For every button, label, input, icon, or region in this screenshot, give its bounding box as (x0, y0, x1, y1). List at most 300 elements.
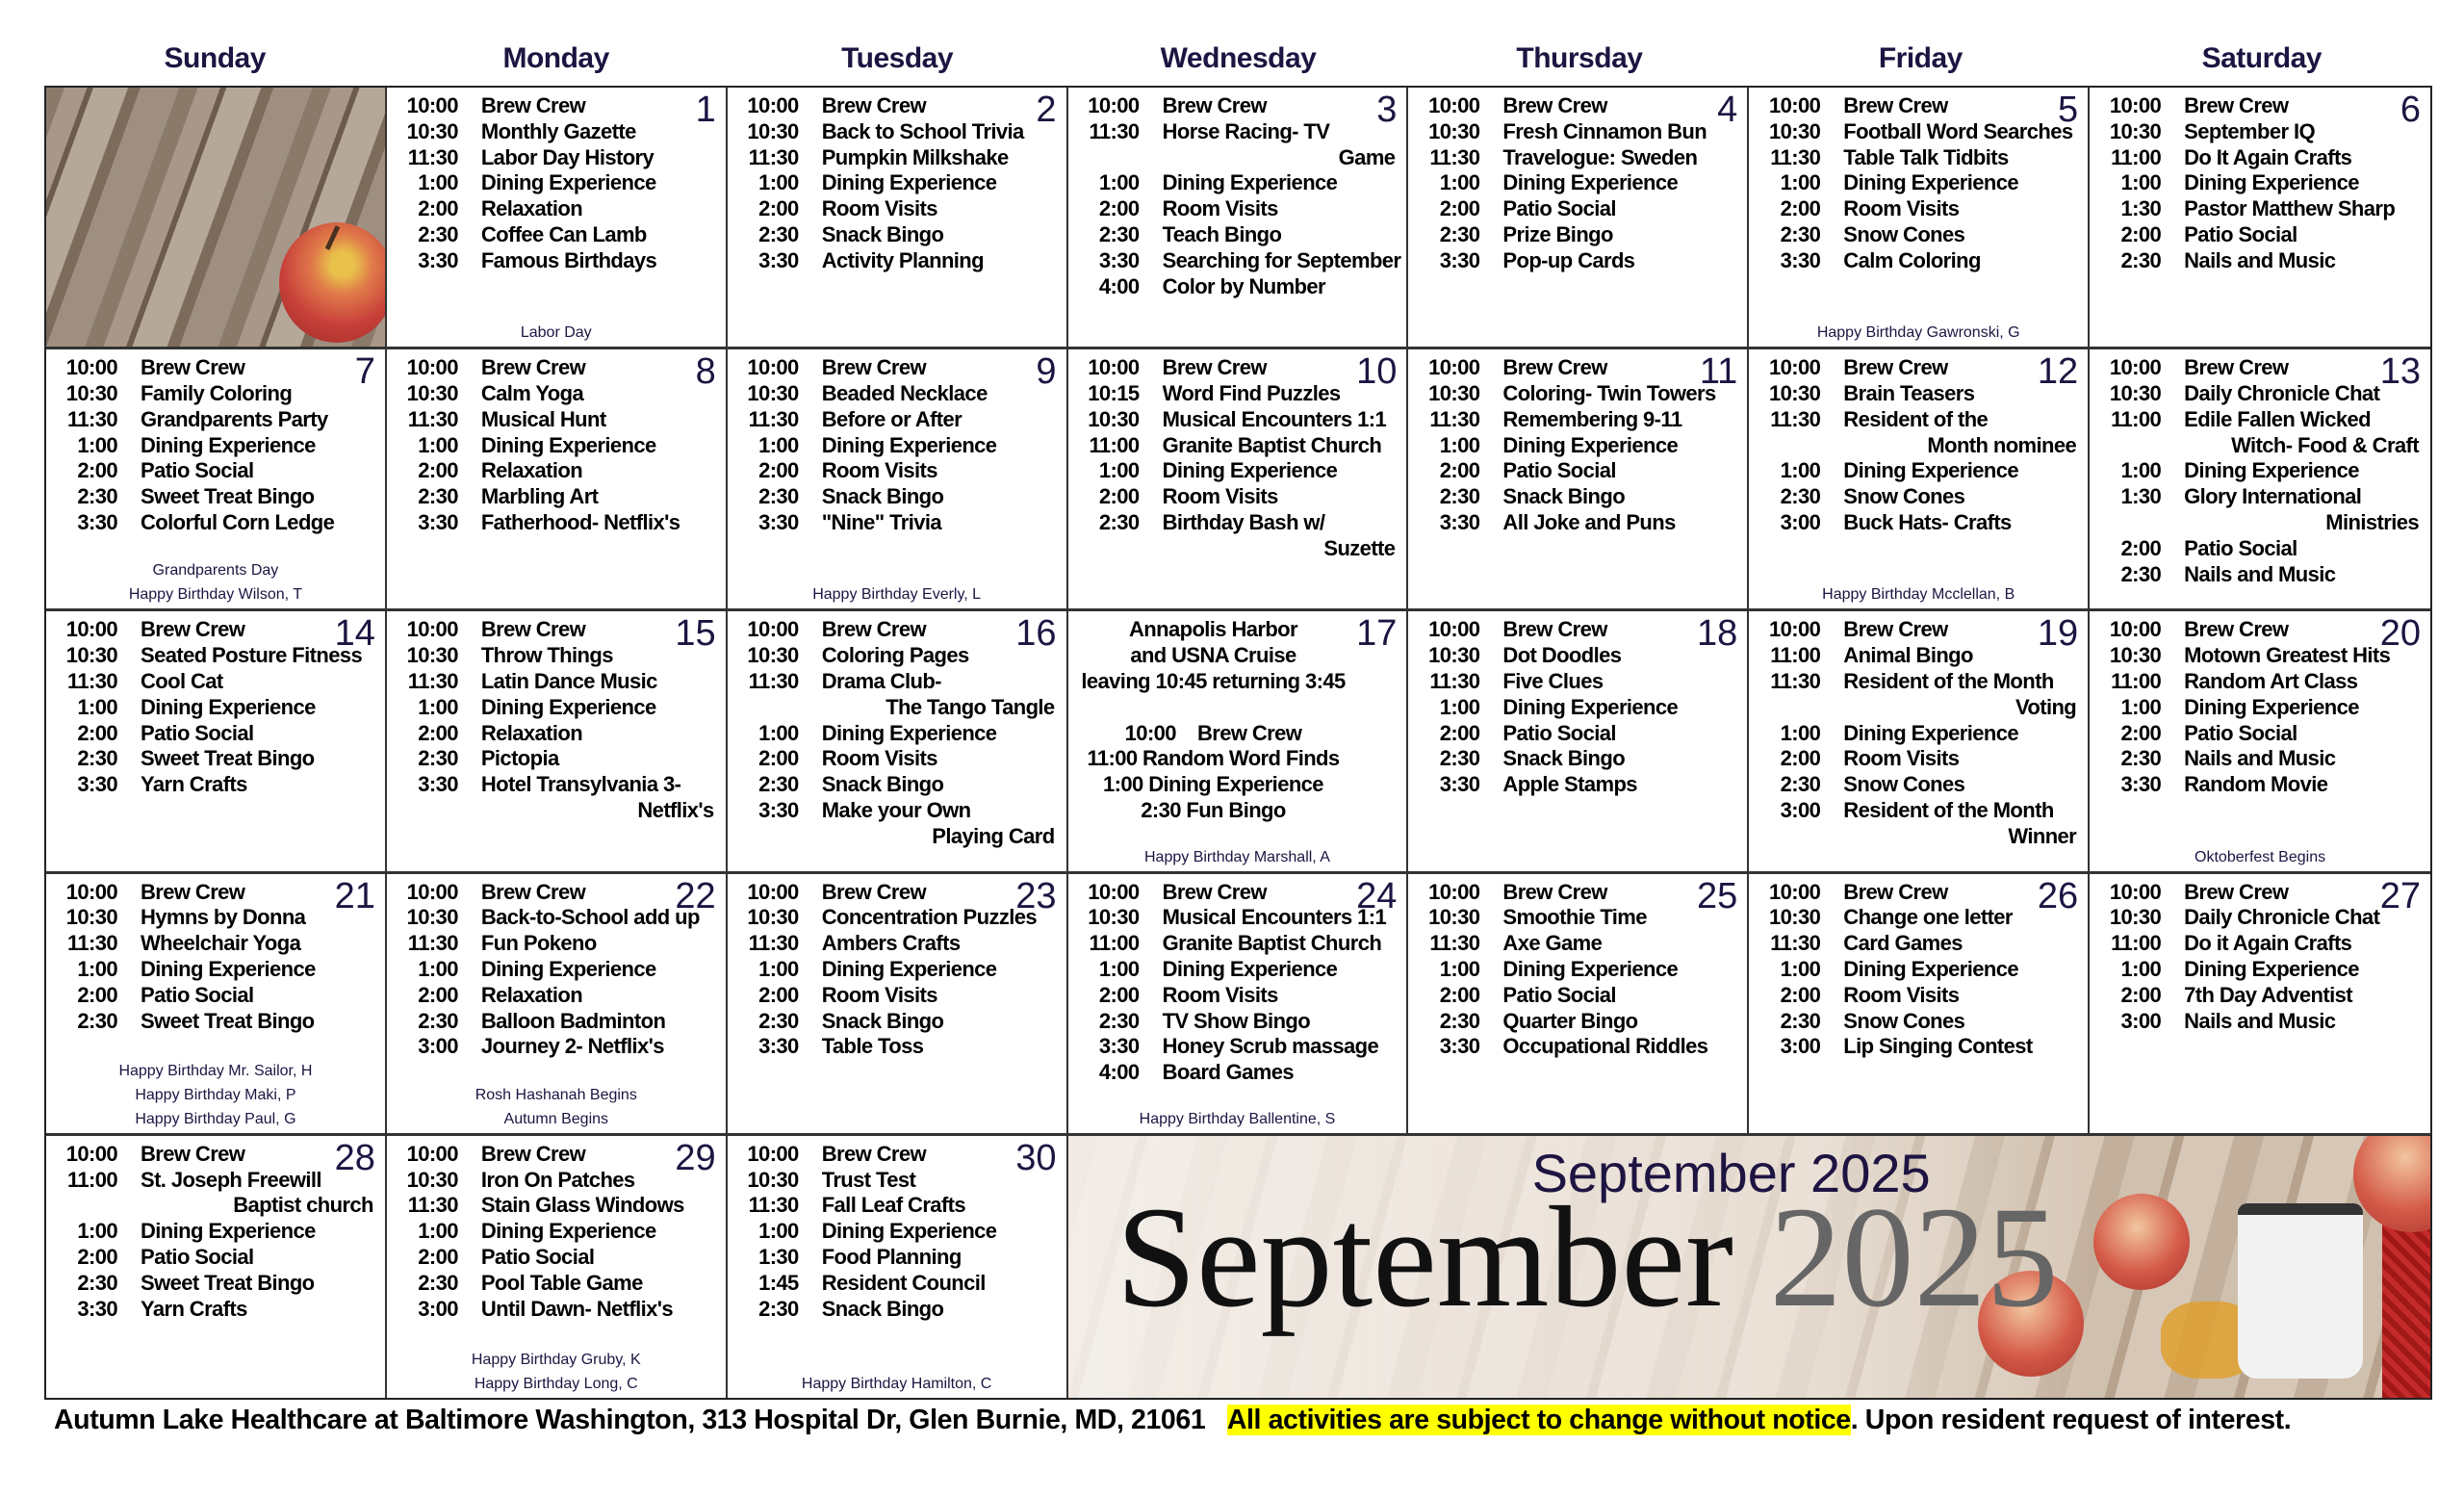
special-event-line (1078, 695, 1349, 721)
event-time: 10:30 (1428, 643, 1480, 668)
event-time: 2:30 (418, 221, 458, 246)
event-time: 3:30 (418, 247, 458, 272)
event-item (1078, 93, 1401, 119)
event-item (397, 1245, 720, 1271)
event-name: Brew Crew (2184, 879, 2289, 904)
event-list (1418, 90, 1741, 274)
event-time: 10:30 (406, 643, 458, 668)
event-item (56, 1168, 379, 1194)
event-time: 3:00 (1780, 509, 1821, 534)
event-time: 11:30 (407, 1193, 458, 1218)
event-name: Patio Social (141, 982, 254, 1007)
event-item (1078, 248, 1401, 274)
event-name: Brew Crew (141, 1141, 245, 1166)
event-time: 2:00 (1780, 982, 1821, 1007)
event-name: Do It Again Crafts (2184, 144, 2352, 169)
day-number: 10 (1356, 351, 1398, 393)
event-time: 10:30 (1769, 118, 1821, 143)
event-time: 1:00 (1780, 956, 1821, 981)
event-item (56, 1219, 379, 1245)
event-time: 1:00 (1439, 432, 1480, 457)
day-number: 28 (334, 1137, 375, 1178)
day-cell-27 (2090, 874, 2430, 1136)
event-name: Coloring Pages (821, 643, 969, 668)
day-cell-17 (1068, 611, 1409, 873)
event-time: 3:30 (1439, 509, 1480, 534)
event-time: 10:30 (1428, 380, 1480, 405)
event-time: 10:00 (1428, 355, 1480, 380)
cell-notes (1068, 845, 1407, 869)
event-name: Football Word Searches (1843, 118, 2073, 143)
event-item (56, 1245, 379, 1271)
event-name: Nails and Music (2184, 1008, 2336, 1033)
event-list (56, 875, 379, 1035)
event-time: 11:00 (2111, 406, 2162, 431)
event-item (1758, 772, 2082, 798)
event-item (397, 1034, 720, 1060)
event-time: 3:30 (418, 772, 458, 797)
event-item (397, 1168, 720, 1194)
event-name: Patio Social (480, 1244, 595, 1269)
event-time: 2:00 (758, 458, 799, 483)
event-time: 11:30 (1429, 406, 1480, 431)
day-number: 14 (334, 613, 375, 655)
note-line: Happy Birthday Wilson, T (128, 586, 303, 604)
event-list (56, 351, 379, 536)
event-item (1758, 196, 2082, 222)
weekday-sunday: Sunday (164, 42, 266, 74)
event-item (1758, 170, 2082, 196)
event-time: 3:30 (758, 247, 799, 272)
event-name: Snack Bingo (821, 1008, 944, 1033)
event-time: 10:00 (1769, 617, 1821, 642)
event-name: Dining Experience (480, 956, 656, 981)
event-name: Dining Experience (1162, 170, 1338, 195)
weekday-friday: Friday (1878, 42, 1963, 74)
event-item (1418, 222, 1741, 248)
event-name: Snack Bingo (821, 221, 944, 246)
event-name: Patio Social (2184, 720, 2297, 745)
event-item (56, 381, 379, 407)
event-time: 3:30 (77, 1296, 117, 1321)
event-name: Room Visits (821, 196, 937, 221)
event-name: Pictopia (480, 746, 559, 771)
event-time: 3:30 (77, 772, 117, 797)
event-name: Dining Experience (1843, 458, 2019, 483)
event-name: September IQ (2184, 118, 2315, 143)
event-time: 2:00 (77, 1244, 117, 1269)
event-list (56, 613, 379, 798)
event-item (737, 983, 1061, 1009)
event-item (397, 510, 720, 536)
event-item (56, 695, 379, 721)
event-time: 10:30 (1428, 905, 1480, 930)
event-item (397, 905, 720, 931)
event-name-continued: Suzette (1323, 535, 1396, 560)
event-item (1418, 433, 1741, 459)
event-time: 2:00 (418, 982, 458, 1007)
event-name: Before or After (821, 406, 962, 431)
event-name: Dining Experience (821, 956, 997, 981)
event-item (1758, 484, 2082, 510)
event-name: Lip Singing Contest (1843, 1034, 2033, 1059)
event-name: Do it Again Crafts (2184, 931, 2352, 956)
event-item (1758, 880, 2082, 906)
event-item (1418, 905, 1741, 931)
event-list (2099, 90, 2425, 274)
event-name: Dining Experience (2184, 694, 2359, 719)
event-time: 3:30 (1439, 247, 1480, 272)
event-time: 10:30 (65, 905, 117, 930)
event-time: 2:30 (758, 1008, 799, 1033)
event-item (397, 617, 720, 643)
event-time: 10:00 (1088, 355, 1140, 380)
event-item (2099, 145, 2425, 171)
event-item (1758, 746, 2082, 772)
event-item (1418, 643, 1741, 669)
event-time: 2:30 (2120, 561, 2162, 586)
event-name: Dining Experience (141, 1219, 316, 1244)
event-name: Remembering 9-11 (1502, 406, 1682, 431)
note-line: Happy Birthday Paul, G (135, 1110, 296, 1127)
event-item (2099, 248, 2425, 274)
event-item (2099, 721, 2425, 747)
event-time: 10:30 (1088, 406, 1140, 431)
event-name: Brain Teasers (1843, 380, 1975, 405)
event-name: Room Visits (1843, 196, 1960, 221)
event-time: 2:00 (2120, 221, 2162, 246)
event-item (1078, 931, 1401, 957)
event-time: 2:30 (1780, 772, 1821, 797)
note-line: Happy Birthday Marshall, A (1144, 848, 1330, 865)
event-item (2099, 536, 2425, 562)
event-item (397, 1271, 720, 1297)
event-time: 3:00 (2120, 1008, 2162, 1033)
event-item (2099, 222, 2425, 248)
note-line: Happy Birthday Gawronski, G (1816, 324, 2020, 342)
event-item (1758, 510, 2082, 536)
event-item (397, 931, 720, 957)
day-cell-20 (2090, 611, 2430, 873)
event-name: All Joke and Puns (1502, 509, 1676, 534)
event-item (56, 1271, 379, 1297)
event-name: Word Find Puzzles (1162, 380, 1341, 405)
event-name: Yarn Crafts (141, 772, 247, 797)
event-name: Room Visits (1162, 196, 1278, 221)
event-name: Patio Social (2184, 535, 2297, 560)
event-item (737, 510, 1061, 536)
day-number: 2 (1036, 90, 1057, 130)
day-number: 9 (1036, 351, 1057, 393)
event-list (1078, 90, 1401, 299)
event-item (2099, 170, 2425, 196)
day-cell-16 (728, 611, 1068, 873)
event-time: 2:00 (1439, 720, 1480, 745)
event-time: 10:00 (747, 93, 799, 117)
event-name: Labor Day History (480, 144, 654, 169)
day-cell-29 (387, 1136, 728, 1398)
event-item (737, 957, 1061, 983)
event-name: Relaxation (480, 196, 583, 221)
day-number: 25 (1697, 875, 1738, 916)
event-time: 10:30 (406, 118, 458, 143)
event-item (397, 355, 720, 381)
event-item (737, 1297, 1061, 1323)
event-time: 2:30 (1098, 221, 1140, 246)
event-name: Daily Chronicle Chat (2184, 380, 2380, 405)
footer-notice: All activities are subject to change without notice (1226, 1405, 1851, 1435)
event-time: 10:00 (2109, 355, 2162, 380)
event-time: 1:00 (2120, 956, 2162, 981)
event-time: 10:30 (65, 380, 117, 405)
event-item (1418, 248, 1741, 274)
note-line: Happy Birthday Long, C (474, 1376, 638, 1392)
event-name: Room Visits (1162, 982, 1278, 1007)
event-time: 10:30 (2109, 380, 2162, 405)
banner-small-title: September 2025 (1531, 1142, 1931, 1203)
event-time: 11:00 (2111, 931, 2162, 956)
event-time: 2:30 (758, 772, 799, 797)
event-name: Dining Experience (1502, 956, 1679, 981)
event-name: Brew Crew (821, 355, 927, 380)
event-item (1078, 222, 1401, 248)
event-time: 2:00 (77, 720, 117, 745)
event-time: 1:00 (1780, 170, 1821, 195)
event-item (1418, 931, 1741, 957)
note-line: Happy Birthday Gruby, K (471, 1352, 641, 1368)
event-time: 10:00 (2109, 879, 2162, 904)
event-name: Yarn Crafts (141, 1296, 247, 1321)
special-event-line: 10:00 Brew Crew (1124, 720, 1302, 745)
event-name: Fresh Cinnamon Bun (1502, 118, 1707, 143)
event-item (1418, 669, 1741, 695)
event-item (2099, 695, 2425, 721)
event-item (2099, 119, 2425, 145)
day-number: 12 (2037, 351, 2079, 393)
event-name: Room Visits (1162, 484, 1278, 509)
event-item (737, 93, 1061, 119)
special-event-line: 1:00 Dining Experience (1103, 772, 1323, 797)
event-time: 11:00 (66, 1167, 117, 1192)
cell-notes (1749, 321, 2088, 345)
cell-notes (387, 1083, 726, 1131)
event-item (56, 643, 379, 669)
event-name: Throw Things (480, 643, 613, 668)
event-name: Hymns by Donna (141, 905, 306, 930)
note-line: Oktoberfest Begins (2194, 848, 2326, 865)
event-item (1078, 119, 1401, 145)
note-line: Happy Birthday Hamilton, C (801, 1376, 992, 1392)
event-item (56, 669, 379, 695)
day-number: 22 (675, 875, 716, 916)
event-time: 11:00 (2111, 668, 2162, 693)
event-name: Relaxation (480, 720, 583, 745)
day-number: 8 (695, 351, 716, 393)
event-item (1078, 957, 1401, 983)
event-item (737, 248, 1061, 274)
event-name: Snow Cones (1843, 221, 1965, 246)
day-number: 15 (675, 613, 716, 655)
event-name: Dining Experience (480, 432, 656, 457)
event-item (737, 407, 1061, 433)
event-item (737, 772, 1061, 798)
event-name: Apple Stamps (1502, 772, 1637, 797)
event-item (1078, 433, 1401, 459)
event-item (397, 93, 720, 119)
event-item (2099, 381, 2425, 407)
event-item (56, 721, 379, 747)
event-item (2099, 484, 2425, 510)
event-time: 11:00 (1089, 432, 1140, 457)
event-name-continued: Ministries (2325, 509, 2419, 534)
event-name: Colorful Corn Ledge (141, 509, 335, 534)
event-name: Brew Crew (1502, 93, 1607, 117)
event-name: Dining Experience (821, 720, 997, 745)
event-time: 10:30 (1769, 905, 1821, 930)
event-item (397, 170, 720, 196)
event-time: 3:30 (758, 509, 799, 534)
event-name: Brew Crew (2184, 617, 2289, 642)
weekday-header (44, 42, 2432, 75)
event-item (397, 1297, 720, 1323)
event-time: 11:30 (407, 931, 458, 956)
event-item (1418, 695, 1741, 721)
event-time: 11:30 (1770, 406, 1821, 431)
event-list (56, 1137, 379, 1323)
event-time: 11:30 (1770, 144, 1821, 169)
day-cell-30 (728, 1136, 1068, 1398)
event-name: Brew Crew (480, 355, 586, 380)
event-time: 2:00 (77, 982, 117, 1007)
day-number: 30 (1015, 1137, 1057, 1178)
event-item (1758, 458, 2082, 484)
day-cell-24 (1068, 874, 1409, 1136)
event-item (1418, 93, 1741, 119)
day-cell-1 (387, 88, 728, 349)
day-cell-11 (1408, 349, 1749, 611)
event-item (737, 1271, 1061, 1297)
event-item (397, 1009, 720, 1035)
event-time: 2:00 (1780, 746, 1821, 771)
event-name: Patio Social (1502, 196, 1616, 221)
event-name: Brew Crew (141, 355, 245, 380)
event-name: Brew Crew (821, 617, 927, 642)
event-item (2099, 355, 2425, 381)
event-name: Card Games (1843, 931, 1963, 956)
event-time: 2:30 (1439, 1008, 1480, 1033)
day-number: 24 (1356, 875, 1398, 916)
event-item (2099, 196, 2425, 222)
event-time: 10:00 (747, 617, 799, 642)
event-name: Snack Bingo (821, 772, 944, 797)
event-name: Brew Crew (480, 1141, 586, 1166)
day-number: 3 (1376, 90, 1398, 130)
event-name: Random Art Class (2184, 668, 2358, 693)
event-name: Dining Experience (141, 432, 316, 457)
event-name: Patio Social (1502, 458, 1616, 483)
event-item (737, 931, 1061, 957)
event-time: 3:30 (758, 1034, 799, 1059)
cell-notes (728, 1372, 1066, 1396)
event-name: Seated Posture Fitness (141, 643, 363, 668)
cell-notes (2090, 845, 2430, 869)
event-name: Birthday Bash w/ (1162, 509, 1325, 534)
event-name: Room Visits (1843, 982, 1960, 1007)
event-time: 11:30 (1429, 144, 1480, 169)
event-name: Pool Table Game (480, 1270, 643, 1295)
event-name: Concentration Puzzles (821, 905, 1038, 930)
event-time: 2:30 (418, 1270, 458, 1295)
event-item (56, 880, 379, 906)
day-number: 17 (1356, 613, 1398, 655)
event-time: 10:00 (1769, 93, 1821, 117)
event-name: Snack Bingo (821, 1296, 944, 1321)
event-name: Brew Crew (1162, 355, 1267, 380)
event-name: Back-to-School add up (480, 905, 700, 930)
event-time: 2:30 (1439, 484, 1480, 509)
event-time: 10:30 (747, 118, 799, 143)
event-name: Marbling Art (480, 484, 599, 509)
note-line: Rosh Hashanah Begins (475, 1086, 637, 1103)
event-name: Brew Crew (1162, 879, 1267, 904)
event-item (56, 931, 379, 957)
event-time: 10:30 (1428, 118, 1480, 143)
event-time: 1:00 (1439, 956, 1480, 981)
event-name: Granite Baptist Church (1162, 931, 1382, 956)
event-time: 11:00 (1089, 931, 1140, 956)
event-name: Random Movie (2184, 772, 2328, 797)
event-item (2099, 957, 2425, 983)
event-time: 1:30 (2120, 484, 2162, 509)
event-item (397, 880, 720, 906)
day-number: 5 (2058, 90, 2079, 130)
event-name: Patio Social (1502, 982, 1616, 1007)
banner-month: September (1116, 1176, 1734, 1337)
event-name: Brew Crew (821, 879, 927, 904)
event-time: 2:30 (1780, 1008, 1821, 1033)
event-name: Patio Social (2184, 221, 2297, 246)
day-cell-12 (1749, 349, 2090, 611)
event-item (397, 484, 720, 510)
event-name-continued: Netflix's (637, 797, 714, 822)
event-time: 1:00 (418, 956, 458, 981)
event-name: Patio Social (141, 720, 254, 745)
event-time: 3:30 (1098, 247, 1140, 272)
event-time: 10:30 (747, 1167, 799, 1192)
event-time: 3:30 (1098, 1034, 1140, 1059)
event-item (1078, 983, 1401, 1009)
event-item (56, 746, 379, 772)
event-item (737, 119, 1061, 145)
event-time: 10:00 (1769, 879, 1821, 904)
event-item (397, 721, 720, 747)
event-time: 2:30 (418, 1008, 458, 1033)
event-list (2099, 875, 2425, 1035)
footer-tail: . Upon resident request of interest. (1850, 1405, 2292, 1435)
event-name: Resident of the (1843, 406, 1989, 431)
event-item (56, 484, 379, 510)
event-name: Brew Crew (141, 617, 245, 642)
event-item (737, 484, 1061, 510)
event-item (737, 222, 1061, 248)
event-item (1418, 119, 1741, 145)
event-name: Brew Crew (1843, 617, 1948, 642)
event-time: 1:00 (1780, 458, 1821, 483)
event-time: 2:00 (1098, 484, 1140, 509)
event-time: 11:30 (1770, 668, 1821, 693)
event-time: 1:00 (418, 1219, 458, 1244)
day-number: 1 (695, 90, 716, 130)
